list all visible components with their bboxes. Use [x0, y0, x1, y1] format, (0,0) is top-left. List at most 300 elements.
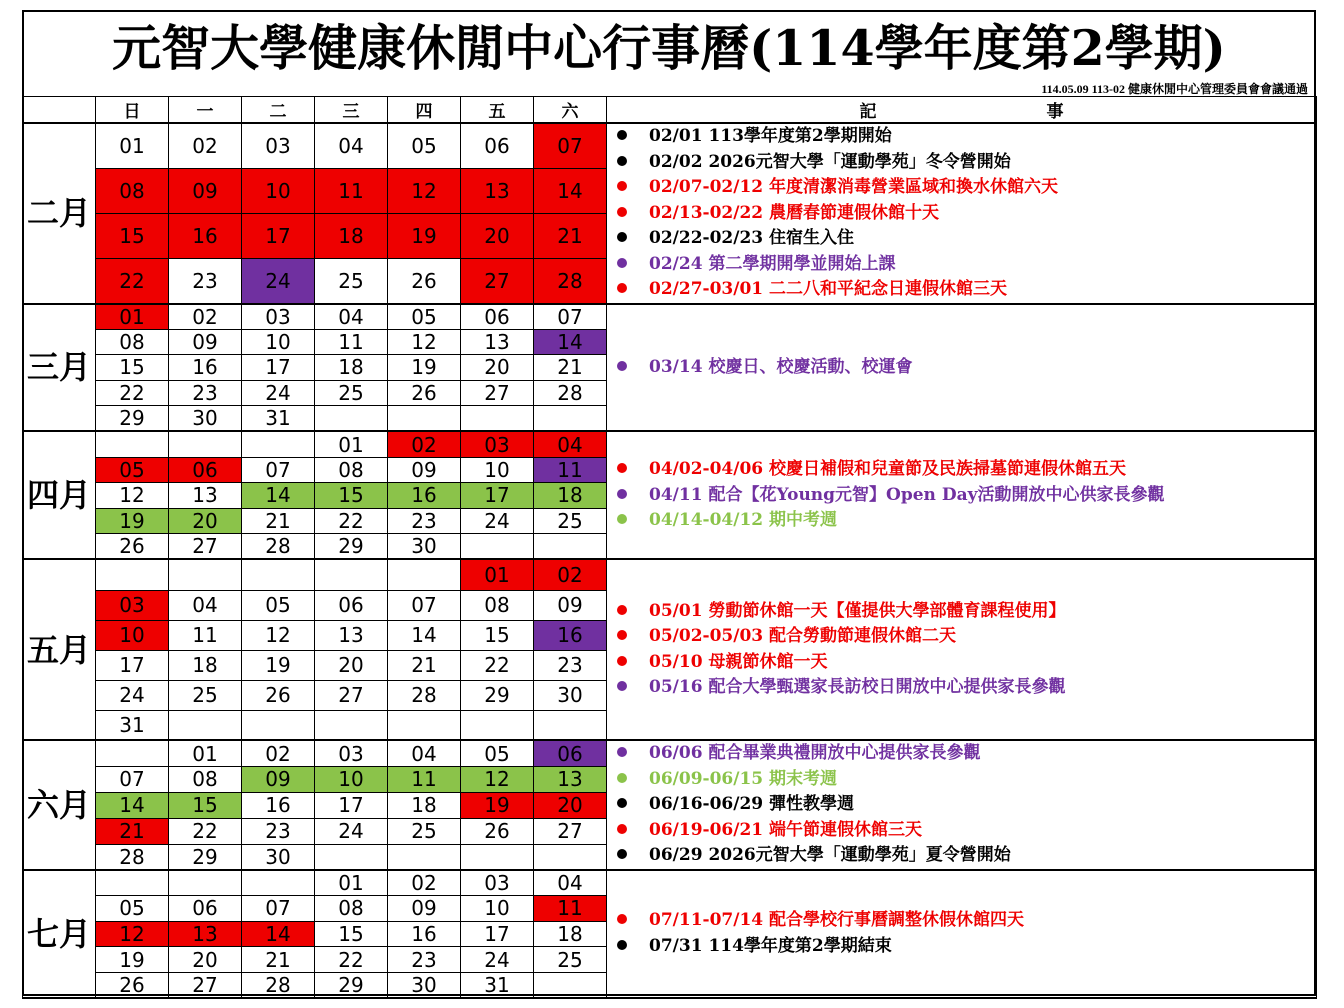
calendar-table	[22, 96, 1317, 999]
day-cell: 12	[96, 483, 169, 509]
event-item	[613, 650, 1316, 676]
empty-day-cell	[96, 431, 169, 457]
day-cell: 08	[96, 329, 169, 355]
day-cell: 12	[388, 168, 461, 213]
weekday-mon: 一	[169, 97, 242, 124]
event-text: 06/16-06/29 彈性教學週	[649, 794, 855, 815]
day-cell: 19	[388, 355, 461, 381]
day-cell: 09	[242, 766, 315, 792]
day-cell: 26	[242, 680, 315, 710]
bullet-icon	[617, 747, 627, 757]
day-cell: 22	[96, 380, 169, 406]
day-cell: 02	[388, 870, 461, 896]
day-cell: 24	[242, 258, 315, 303]
day-cell: 12	[461, 766, 534, 792]
day-cell: 25	[534, 508, 607, 534]
empty-day-cell	[96, 870, 169, 896]
day-cell: 20	[534, 792, 607, 818]
day-cell: 04	[534, 870, 607, 896]
empty-day-cell	[315, 710, 388, 740]
page-title: 元智大學健康休閒中心行事曆(114學年度第2學期)	[112, 19, 1226, 77]
event-item	[613, 843, 1316, 869]
month-events	[607, 123, 1317, 304]
day-cell: 11	[315, 329, 388, 355]
day-cell: 22	[461, 650, 534, 680]
empty-day-cell	[388, 559, 461, 590]
weekday-thu: 四	[388, 97, 461, 124]
week-row	[23, 870, 1317, 896]
day-cell: 28	[96, 844, 169, 870]
bullet-icon	[617, 514, 627, 524]
day-cell: 17	[242, 213, 315, 258]
day-cell: 28	[388, 680, 461, 710]
empty-day-cell	[242, 559, 315, 590]
month-events	[607, 740, 1317, 870]
day-cell: 07	[242, 457, 315, 483]
day-cell: 20	[315, 650, 388, 680]
bullet-icon	[617, 940, 627, 950]
event-item	[613, 226, 1316, 252]
event-item	[613, 483, 1316, 509]
event-text: 02/13-02/22 農曆春節連假休館十天	[649, 202, 940, 223]
empty-day-cell	[315, 844, 388, 870]
day-cell: 03	[461, 431, 534, 457]
day-cell: 03	[315, 740, 388, 766]
day-cell: 30	[534, 680, 607, 710]
day-cell: 05	[96, 457, 169, 483]
day-cell: 27	[315, 680, 388, 710]
day-cell: 24	[96, 680, 169, 710]
event-item	[613, 792, 1316, 818]
day-cell: 23	[242, 818, 315, 844]
weekday-wed: 三	[315, 97, 388, 124]
day-cell: 24	[242, 380, 315, 406]
empty-day-cell	[169, 870, 242, 896]
event-text: 04/11 配合【花Young元智】Open Day活動開放中心供家長參觀	[649, 484, 1165, 505]
bullet-icon	[617, 773, 627, 783]
calendar-sheet	[22, 10, 1316, 996]
bullet-icon	[617, 605, 627, 615]
day-cell: 07	[242, 896, 315, 922]
day-cell: 20	[461, 213, 534, 258]
day-cell: 01	[96, 123, 169, 168]
day-cell: 07	[388, 590, 461, 620]
empty-day-cell	[169, 559, 242, 590]
event-text: 02/07-02/12 年度清潔消毒營業區域和換水休館六天	[649, 177, 1059, 197]
week-row	[23, 123, 1317, 168]
empty-day-cell	[388, 710, 461, 740]
bullet-icon	[617, 824, 627, 834]
day-cell: 29	[315, 534, 388, 560]
day-cell: 17	[461, 921, 534, 947]
header-month-cell	[23, 97, 96, 124]
day-cell: 29	[169, 844, 242, 870]
day-cell: 10	[461, 896, 534, 922]
day-cell: 28	[534, 380, 607, 406]
day-cell: 16	[242, 792, 315, 818]
event-item	[613, 934, 1316, 960]
day-cell: 25	[169, 680, 242, 710]
week-row	[23, 304, 1317, 330]
event-text: 05/16 配合大學甄選家長訪校日開放中心提供家長參觀	[649, 677, 1066, 698]
weekday-header-row	[23, 97, 1317, 124]
event-text: 03/14 校慶日、校慶活動、校運會	[649, 356, 913, 377]
day-cell: 13	[169, 483, 242, 509]
day-cell: 29	[96, 406, 169, 432]
event-item	[613, 624, 1316, 650]
day-cell: 22	[169, 818, 242, 844]
day-cell: 08	[461, 590, 534, 620]
bullet-icon	[617, 207, 627, 217]
empty-day-cell	[242, 431, 315, 457]
empty-day-cell	[315, 559, 388, 590]
bullet-icon	[617, 798, 627, 808]
day-cell: 16	[388, 483, 461, 509]
day-cell: 29	[315, 972, 388, 998]
events-header: 記 事	[607, 97, 1317, 124]
event-text: 02/01 113學年度第2學期開始	[649, 126, 892, 146]
day-cell: 07	[96, 766, 169, 792]
day-cell: 05	[388, 304, 461, 330]
day-cell: 21	[534, 355, 607, 381]
day-cell: 13	[461, 168, 534, 213]
day-cell: 02	[388, 431, 461, 457]
day-cell: 06	[461, 304, 534, 330]
bullet-icon	[617, 630, 627, 640]
day-cell: 15	[96, 355, 169, 381]
event-text: 02/22-02/23 住宿生入住	[649, 228, 855, 248]
day-cell: 26	[388, 380, 461, 406]
day-cell: 21	[388, 650, 461, 680]
day-cell: 02	[169, 123, 242, 168]
day-cell: 06	[169, 457, 242, 483]
day-cell: 04	[534, 431, 607, 457]
event-item	[613, 252, 1316, 278]
day-cell: 10	[242, 168, 315, 213]
day-cell: 11	[534, 457, 607, 483]
day-cell: 28	[534, 258, 607, 303]
empty-day-cell	[534, 710, 607, 740]
day-cell: 23	[388, 947, 461, 973]
month-events	[607, 304, 1317, 432]
day-cell: 03	[242, 123, 315, 168]
day-cell: 06	[315, 590, 388, 620]
day-cell: 18	[315, 213, 388, 258]
day-cell: 01	[461, 559, 534, 590]
weekday-fri: 五	[461, 97, 534, 124]
weekday-tue: 二	[242, 97, 315, 124]
event-item	[613, 908, 1316, 934]
day-cell: 02	[169, 304, 242, 330]
day-cell: 01	[96, 304, 169, 330]
day-cell: 18	[534, 483, 607, 509]
day-cell: 05	[388, 123, 461, 168]
event-text: 06/09-06/15 期末考週	[649, 768, 838, 789]
day-cell: 25	[534, 947, 607, 973]
day-cell: 13	[169, 921, 242, 947]
day-cell: 25	[388, 818, 461, 844]
day-cell: 18	[388, 792, 461, 818]
day-cell: 18	[534, 921, 607, 947]
day-cell: 24	[461, 508, 534, 534]
day-cell: 21	[242, 508, 315, 534]
day-cell: 23	[534, 650, 607, 680]
day-cell: 03	[96, 590, 169, 620]
day-cell: 14	[534, 329, 607, 355]
day-cell: 02	[534, 559, 607, 590]
day-cell: 15	[461, 620, 534, 650]
day-cell: 19	[461, 792, 534, 818]
month-label: 三月	[23, 304, 96, 432]
week-row	[23, 559, 1317, 590]
day-cell: 04	[315, 123, 388, 168]
empty-day-cell	[388, 406, 461, 432]
day-cell: 23	[169, 380, 242, 406]
day-cell: 05	[461, 740, 534, 766]
day-cell: 01	[315, 870, 388, 896]
bullet-icon	[617, 914, 627, 924]
day-cell: 10	[242, 329, 315, 355]
approval-note: 114.05.09 113-02 健康休閒中心管理委員會會議通過	[1041, 82, 1308, 96]
weekday-sun: 日	[96, 97, 169, 124]
day-cell: 26	[96, 972, 169, 998]
week-row	[23, 431, 1317, 457]
day-cell: 09	[534, 590, 607, 620]
event-text: 02/27-03/01 二二八和平紀念日連假休館三天	[649, 279, 1008, 299]
event-text: 06/19-06/21 端午節連假休館三天	[649, 819, 923, 840]
empty-day-cell	[96, 559, 169, 590]
event-item	[613, 124, 1316, 150]
day-cell: 02	[242, 740, 315, 766]
empty-day-cell	[534, 534, 607, 560]
bullet-icon	[617, 156, 627, 166]
day-cell: 11	[169, 620, 242, 650]
bullet-icon	[617, 130, 627, 140]
day-cell: 14	[96, 792, 169, 818]
month-label: 二月	[23, 123, 96, 304]
day-cell: 24	[315, 818, 388, 844]
day-cell: 30	[388, 534, 461, 560]
bullet-icon	[617, 849, 627, 859]
event-text: 06/29 2026元智大學「運動學苑」夏令營開始	[649, 845, 1011, 866]
bullet-icon	[617, 489, 627, 499]
day-cell: 21	[96, 818, 169, 844]
day-cell: 18	[315, 355, 388, 381]
day-cell: 29	[461, 680, 534, 710]
event-text: 07/31 114學年度第2學期結束	[649, 935, 892, 956]
bullet-icon	[617, 232, 627, 242]
day-cell: 15	[315, 921, 388, 947]
day-cell: 28	[242, 972, 315, 998]
day-cell: 30	[169, 406, 242, 432]
day-cell: 07	[534, 123, 607, 168]
day-cell: 12	[242, 620, 315, 650]
day-cell: 17	[242, 355, 315, 381]
empty-day-cell	[461, 534, 534, 560]
event-item	[613, 201, 1316, 227]
day-cell: 19	[96, 508, 169, 534]
event-item	[613, 675, 1316, 701]
empty-day-cell	[315, 406, 388, 432]
day-cell: 30	[388, 972, 461, 998]
day-cell: 07	[534, 304, 607, 330]
empty-day-cell	[534, 844, 607, 870]
day-cell: 13	[461, 329, 534, 355]
event-item	[613, 599, 1316, 625]
day-cell: 10	[315, 766, 388, 792]
day-cell: 09	[169, 329, 242, 355]
event-item	[613, 508, 1316, 534]
bullet-icon	[617, 258, 627, 268]
day-cell: 27	[461, 258, 534, 303]
day-cell: 16	[388, 921, 461, 947]
day-cell: 31	[461, 972, 534, 998]
day-cell: 08	[169, 766, 242, 792]
week-row	[23, 740, 1317, 766]
day-cell: 05	[242, 590, 315, 620]
month-label: 五月	[23, 559, 96, 740]
event-item	[613, 767, 1316, 793]
day-cell: 14	[534, 168, 607, 213]
day-cell: 09	[388, 457, 461, 483]
day-cell: 06	[534, 740, 607, 766]
day-cell: 20	[461, 355, 534, 381]
day-cell: 26	[461, 818, 534, 844]
day-cell: 26	[96, 534, 169, 560]
day-cell: 23	[169, 258, 242, 303]
empty-day-cell	[242, 710, 315, 740]
day-cell: 14	[242, 483, 315, 509]
event-text: 05/01 勞動節休館一天【僅提供大學部體育課程使用】	[649, 600, 1066, 621]
empty-day-cell	[534, 972, 607, 998]
bullet-icon	[617, 361, 627, 371]
day-cell: 26	[388, 258, 461, 303]
day-cell: 11	[534, 896, 607, 922]
day-cell: 16	[169, 355, 242, 381]
day-cell: 08	[315, 457, 388, 483]
day-cell: 24	[461, 947, 534, 973]
day-cell: 14	[242, 921, 315, 947]
event-item	[613, 457, 1316, 483]
event-text: 04/14-04/12 期中考週	[649, 510, 838, 531]
day-cell: 27	[461, 380, 534, 406]
event-text: 06/06 配合畢業典禮開放中心提供家長參觀	[649, 743, 981, 764]
event-item	[613, 818, 1316, 844]
day-cell: 13	[315, 620, 388, 650]
day-cell: 22	[315, 947, 388, 973]
month-events	[607, 431, 1317, 559]
day-cell: 15	[96, 213, 169, 258]
day-cell: 16	[169, 213, 242, 258]
event-item	[613, 741, 1316, 767]
day-cell: 13	[534, 766, 607, 792]
day-cell: 11	[388, 766, 461, 792]
day-cell: 31	[242, 406, 315, 432]
event-item	[613, 175, 1316, 201]
day-cell: 19	[96, 947, 169, 973]
day-cell: 27	[169, 972, 242, 998]
empty-day-cell	[169, 431, 242, 457]
empty-day-cell	[96, 740, 169, 766]
empty-day-cell	[169, 710, 242, 740]
event-item	[613, 355, 1316, 381]
day-cell: 19	[242, 650, 315, 680]
empty-day-cell	[461, 406, 534, 432]
weekday-sat: 六	[534, 97, 607, 124]
day-cell: 05	[96, 896, 169, 922]
month-events	[607, 870, 1317, 998]
day-cell: 19	[388, 213, 461, 258]
day-cell: 04	[169, 590, 242, 620]
day-cell: 09	[388, 896, 461, 922]
day-cell: 03	[242, 304, 315, 330]
empty-day-cell	[242, 870, 315, 896]
bullet-icon	[617, 463, 627, 473]
day-cell: 30	[242, 844, 315, 870]
event-text: 05/10 母親節休館一天	[649, 651, 828, 672]
month-label: 六月	[23, 740, 96, 870]
day-cell: 17	[96, 650, 169, 680]
event-text: 02/02 2026元智大學「運動學苑」冬令營開始	[649, 151, 1011, 172]
event-text: 02/24 第二學期開學並開始上課	[649, 253, 896, 274]
day-cell: 14	[388, 620, 461, 650]
day-cell: 28	[242, 534, 315, 560]
bullet-icon	[617, 681, 627, 691]
event-text: 07/11-07/14 配合學校行事曆調整休假休館四天	[649, 910, 1025, 931]
day-cell: 27	[169, 534, 242, 560]
day-cell: 25	[315, 380, 388, 406]
day-cell: 22	[315, 508, 388, 534]
day-cell: 06	[461, 123, 534, 168]
day-cell: 01	[169, 740, 242, 766]
day-cell: 01	[315, 431, 388, 457]
empty-day-cell	[461, 710, 534, 740]
day-cell: 17	[315, 792, 388, 818]
empty-day-cell	[388, 844, 461, 870]
day-cell: 15	[169, 792, 242, 818]
event-text: 04/02-04/06 校慶日補假和兒童節及民族掃墓節連假休館五天	[649, 459, 1127, 480]
day-cell: 31	[96, 710, 169, 740]
month-events	[607, 559, 1317, 740]
empty-day-cell	[534, 406, 607, 432]
empty-day-cell	[461, 844, 534, 870]
day-cell: 12	[388, 329, 461, 355]
bullet-icon	[617, 283, 627, 293]
day-cell: 22	[96, 258, 169, 303]
month-label: 七月	[23, 870, 96, 998]
day-cell: 11	[315, 168, 388, 213]
day-cell: 21	[242, 947, 315, 973]
day-cell: 09	[169, 168, 242, 213]
month-label: 四月	[23, 431, 96, 559]
day-cell: 16	[534, 620, 607, 650]
bullet-icon	[617, 181, 627, 191]
event-text: 05/02-05/03 配合勞動節連假休館二天	[649, 626, 957, 647]
day-cell: 25	[315, 258, 388, 303]
day-cell: 08	[96, 168, 169, 213]
bullet-icon	[617, 656, 627, 666]
day-cell: 20	[169, 508, 242, 534]
day-cell: 17	[461, 483, 534, 509]
event-item	[613, 277, 1316, 303]
day-cell: 21	[534, 213, 607, 258]
day-cell: 18	[169, 650, 242, 680]
day-cell: 27	[534, 818, 607, 844]
day-cell: 10	[461, 457, 534, 483]
day-cell: 20	[169, 947, 242, 973]
day-cell: 10	[96, 620, 169, 650]
day-cell: 23	[388, 508, 461, 534]
